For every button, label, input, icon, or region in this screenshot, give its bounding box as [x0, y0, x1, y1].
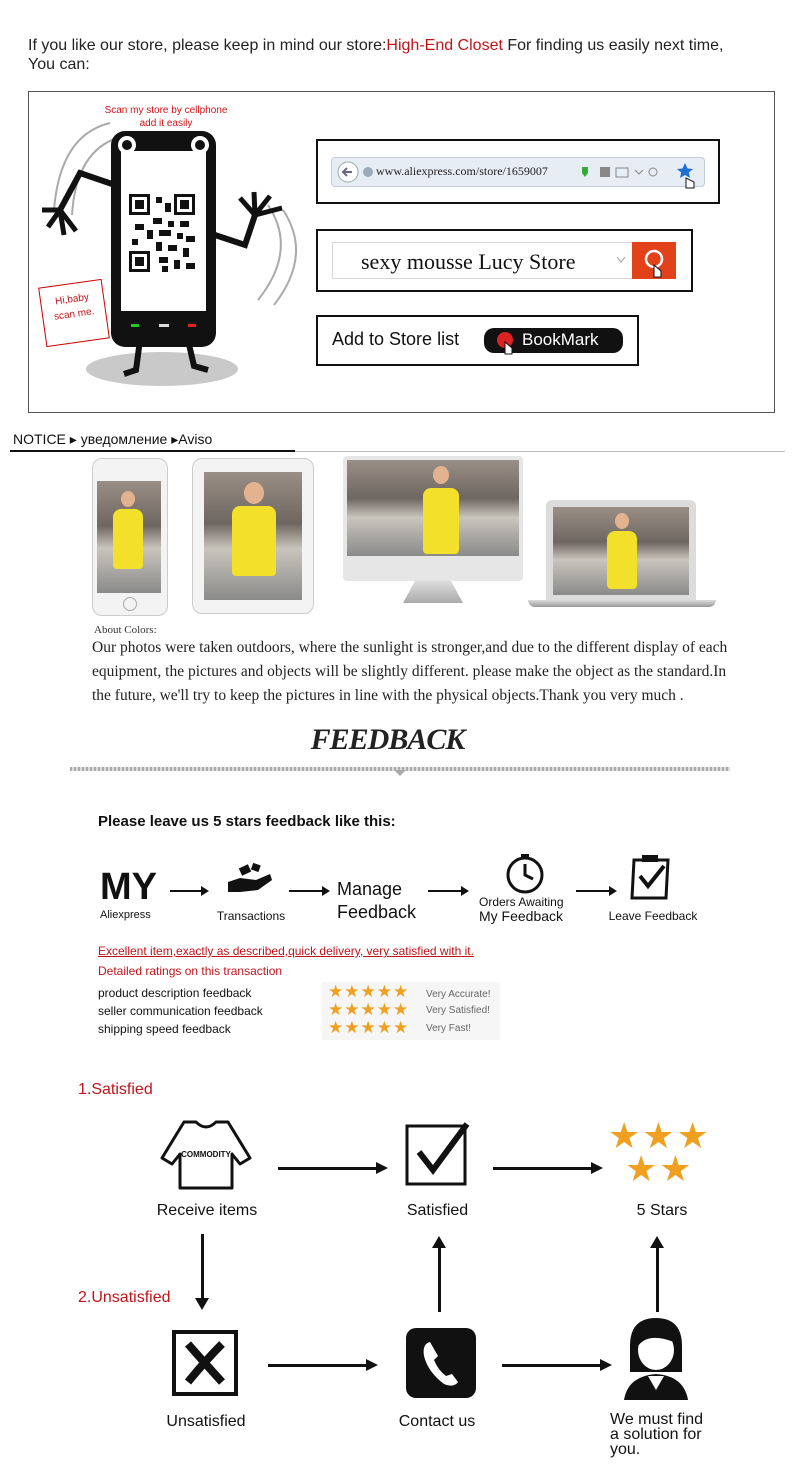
arrow-up-icon — [438, 1246, 441, 1312]
phone-graphic — [111, 131, 216, 347]
intro-line2: You can: — [28, 56, 90, 73]
step-manage-line2: Feedback — [337, 902, 417, 922]
arrow-right-icon — [493, 1167, 593, 1170]
arrow-right-icon — [170, 890, 202, 892]
arrow-right-icon — [289, 890, 323, 892]
leave-feedback-clipboard-icon — [630, 854, 674, 904]
bookmark-example — [316, 315, 639, 366]
intro-suffix: For finding us easily next time, — [502, 37, 724, 54]
rating-label: seller communication feedback — [98, 1004, 263, 1018]
transactions-hand-icon — [226, 862, 274, 898]
support-agent-icon — [624, 1316, 688, 1400]
satisfied-checkbox-icon — [405, 1122, 473, 1186]
unsatisfied-heading: 2.Unsatisfied — [78, 1289, 171, 1306]
globe-icon — [362, 166, 374, 178]
product-photo — [204, 472, 302, 600]
product-photo — [97, 481, 161, 593]
rating-label: product description feedback — [98, 986, 252, 1000]
rating-stars[interactable]: ★★★★★ — [328, 982, 410, 1001]
intro-prefix: If you like our store, please keep in mind our store: — [28, 37, 387, 54]
store-search-button[interactable] — [632, 242, 676, 279]
rating-note: Very Accurate! — [426, 989, 491, 1000]
notice-divider — [10, 450, 295, 452]
arrow-right-icon — [576, 890, 610, 892]
tablet-device — [192, 458, 314, 614]
phone-contact-icon[interactable] — [406, 1328, 476, 1398]
bookmark-cursor-icon — [496, 330, 516, 356]
scan-caption — [96, 104, 236, 130]
about-colors-heading: About Colors: — [94, 624, 157, 636]
product-photo — [347, 460, 519, 556]
scan-caption-line1: Scan my store by cellphone — [104, 105, 228, 116]
solution-line2: a solution for — [610, 1426, 702, 1443]
cartoon-right-arm-icon — [210, 190, 300, 270]
example-feedback-line: Excellent item,exactly as described,quick delivery, very satisfied with it. — [98, 944, 474, 958]
unsatisfied-label: Unsatisfied — [166, 1413, 246, 1430]
five-stars-icon: ★★ — [625, 1148, 694, 1189]
notice-divider-light — [295, 451, 785, 452]
end-key-icon — [188, 324, 196, 327]
store-search-example — [316, 229, 693, 292]
qr-code-icon[interactable] — [129, 193, 195, 273]
divider-notch — [394, 770, 406, 776]
bookmark-button[interactable] — [484, 328, 623, 353]
address-url[interactable]: www.aliexpress.com/store/1659007 — [376, 164, 548, 178]
arrow-right-icon — [268, 1364, 368, 1367]
step-my-aliexpress: MY — [100, 866, 157, 908]
five-stars-icon: ★★★ — [608, 1115, 711, 1156]
toolbar-icons — [580, 165, 660, 179]
rating-stars[interactable]: ★★★★★ — [328, 1000, 410, 1019]
step-manage-feedback — [337, 878, 416, 924]
scan-caption-line2: add it easily — [139, 118, 193, 129]
step-orders-awaiting — [479, 895, 579, 923]
receive-items-label: Receive items — [156, 1202, 258, 1219]
rating-note: Very Satisfied! — [426, 1005, 490, 1016]
phone-device — [92, 458, 168, 616]
step-transactions-label: Transactions — [216, 909, 286, 923]
solution-line3: you. — [610, 1441, 641, 1458]
back-arrow-icon[interactable] — [337, 161, 359, 183]
five-stars-label: 5 Stars — [636, 1202, 688, 1219]
arrow-right-icon — [278, 1167, 378, 1170]
laptop-base — [528, 600, 716, 607]
intro-text — [28, 36, 788, 74]
hi-line1: Hi,baby — [54, 291, 90, 308]
home-key-icon — [159, 324, 169, 327]
step-orders-line2: My Feedback — [479, 908, 564, 924]
address-bar[interactable] — [331, 157, 705, 187]
clock-icon — [504, 854, 546, 894]
rating-note: Very Fast! — [426, 1023, 472, 1034]
rating-stars[interactable]: ★★★★★ — [328, 1018, 410, 1037]
store-search-input[interactable] — [332, 242, 634, 279]
detailed-ratings-heading: Detailed ratings on this transaction — [98, 964, 283, 978]
step-manage-line1: Manage — [337, 879, 403, 899]
hi-baby-bubble — [38, 279, 110, 347]
step-orders-line1: Orders Awaiting — [479, 895, 564, 909]
bookmark-star-icon[interactable] — [676, 162, 700, 192]
leave-feedback-title: Please leave us 5 stars feedback like this: — [98, 813, 396, 830]
hi-line2: scan me. — [53, 306, 96, 323]
chevron-down-icon[interactable] — [617, 257, 625, 263]
laptop-device — [546, 500, 696, 600]
contact-us-label[interactable]: Contact us — [398, 1413, 476, 1430]
store-name[interactable]: High-End Closet — [386, 37, 503, 54]
solution-label — [610, 1412, 730, 1457]
step-leave-feedback-label: Leave Feedback — [608, 909, 698, 923]
store-search-value: sexy mousse Lucy Store — [361, 249, 576, 274]
arrow-down-icon — [201, 1234, 204, 1300]
unsatisfied-x-icon — [172, 1330, 240, 1398]
solution-line1: We must find — [610, 1411, 704, 1428]
step-aliexpress-label: Aliexpress — [100, 909, 151, 921]
call-key-icon — [131, 324, 139, 327]
search-icon — [640, 247, 670, 279]
about-colors-text: Our photos were taken outdoors, where the sunlight is stronger,and due to the different display of each equipment, the pictures and objects will be slightly different. please make the object as the standard.In the future, we'll try to keep the pictures in line with the physical objects.Thank you very much . — [92, 639, 728, 704]
monitor-device — [343, 456, 523, 581]
arrow-right-icon — [502, 1364, 602, 1367]
notice-heading: NOTICE ▸ уведомление ▸Aviso — [13, 431, 213, 447]
satisfied-heading: 1.Satisfied — [78, 1081, 153, 1098]
arrow-right-icon — [428, 890, 462, 892]
rating-label: shipping speed feedback — [98, 1022, 231, 1036]
monitor-stand — [403, 581, 463, 603]
bookmark-button-label: BookMark — [522, 330, 599, 349]
arrow-up-icon — [656, 1246, 659, 1312]
browser-address-example — [316, 139, 720, 204]
satisfied-label: Satisfied — [406, 1202, 469, 1219]
add-to-store-list-label: Add to Store list — [332, 329, 460, 349]
feedback-title: FEEDBACK — [310, 723, 465, 756]
commodity-text: COMMODITY — [181, 1150, 231, 1159]
phone-screen — [121, 151, 206, 311]
product-photo — [553, 507, 689, 595]
